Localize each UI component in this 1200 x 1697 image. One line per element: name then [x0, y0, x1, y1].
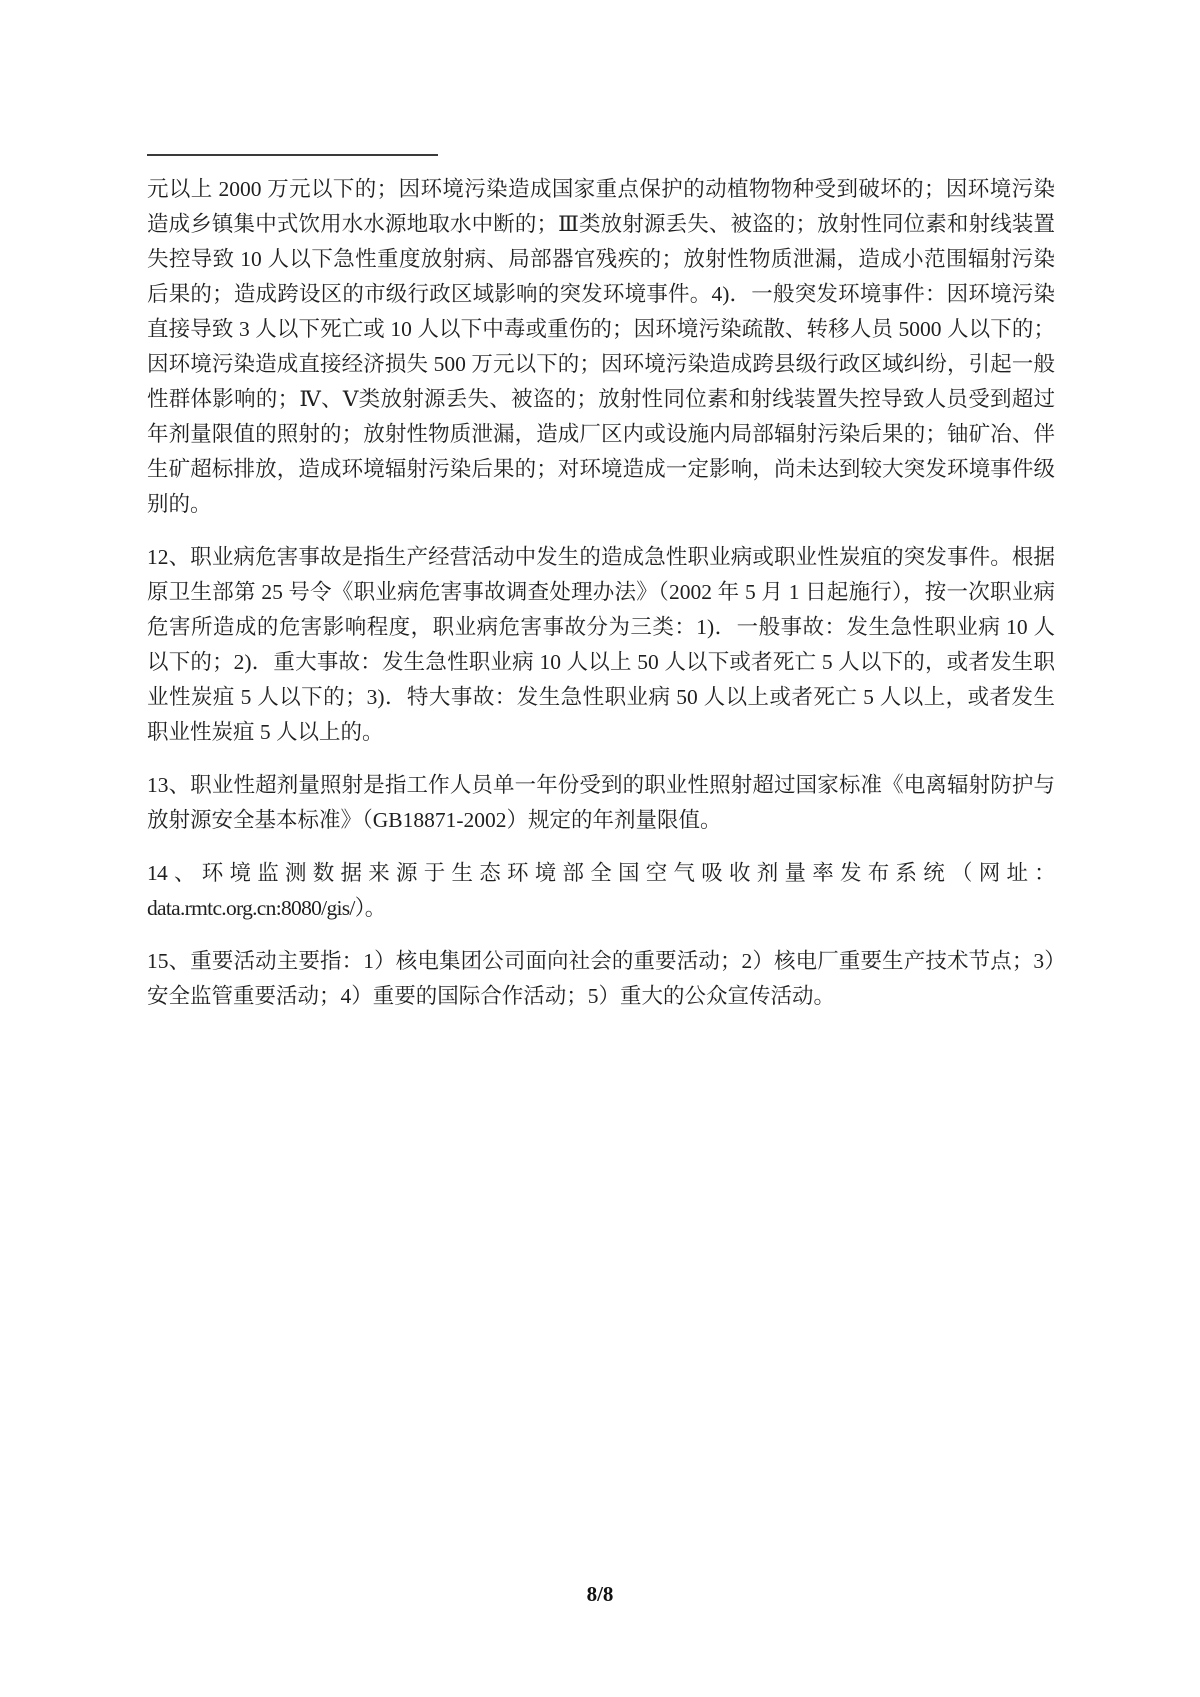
footnote-paragraph-12: 12、职业病危害事故是指生产经营活动中发生的造成急性职业病或职业性炭疽的突发事件。根据原卫生部第 25 号令《职业病危害事故调查处理办法》（2002 年 5 月 1 日起施行），按一次职业病危害所造成的危害影响程度，职业病危害事故分为三类：1)．一般事故：发生急性职业病 10 人以下的；2)．重大事故：发生急性职业病 10 人以上 50 人以下或者死亡 5 人以下的，或者发生职业性炭疽 5 人以下的；3)．特大事故：发生急性职业病 50 人以上或者死亡 5 人以上，或者发生职业性炭疽 5 人以上的。	[147, 545, 1055, 744]
footnote-paragraph-14: 14、环境监测数据来源于生态环境部全国空气吸收剂量率发布系统（网址：data.rmtc.org.cn:8080/gis/）。	[147, 861, 1055, 920]
footnote-paragraph-15: 15、重要活动主要指：1）核电集团公司面向社会的重要活动；2）核电厂重要生产技术节点；3）安全监管重要活动；4）重要的国际合作活动；5）重大的公众宣传活动。	[147, 949, 1055, 1008]
footnote-paragraph-11-continuation: 元以上 2000 万元以下的；因环境污染造成国家重点保护的动植物物种受到破坏的；因环境污染造成乡镇集中式饮用水水源地取水中断的；Ⅲ类放射源丢失、被盗的；放射性同位素和射线装置失控导致 10 人以下急性重度放射病、局部器官残疾的；放射性物质泄漏，造成小范围辐射污染后果的；造成跨设区的市级行政区域影响的突发环境事件。4)．一般突发环境事件：因环境污染直接导致 3 人以下死亡或 10 人以下中毒或重伤的；因环境污染疏散、转移人员 5000 人以下的；因环境污染造成直接经济损失 500 万元以下的；因环境污染造成跨县级行政区域纠纷，引起一般性群体影响的；Ⅳ、Ⅴ类放射源丢失、被盗的；放射性同位素和射线装置失控导致人员受到超过年剂量限值的照射的；放射性物质泄漏，造成厂区内或设施内局部辐射污染后果的；铀矿冶、伴生矿超标排放，造成环境辐射污染后果的；对环境造成一定影响，尚未达到较大突发环境事件级别的。	[147, 177, 1055, 516]
footnote-separator-line	[147, 154, 438, 156]
footnote-section	[147, 172, 1055, 1032]
page-number: 8/8	[586, 1582, 614, 1606]
footnote-paragraph-13: 13、职业性超剂量照射是指工作人员单一年份受到的职业性照射超过国家标准《电离辐射防护与放射源安全基本标准》（GB18871-2002）规定的年剂量限值。	[147, 773, 1055, 832]
